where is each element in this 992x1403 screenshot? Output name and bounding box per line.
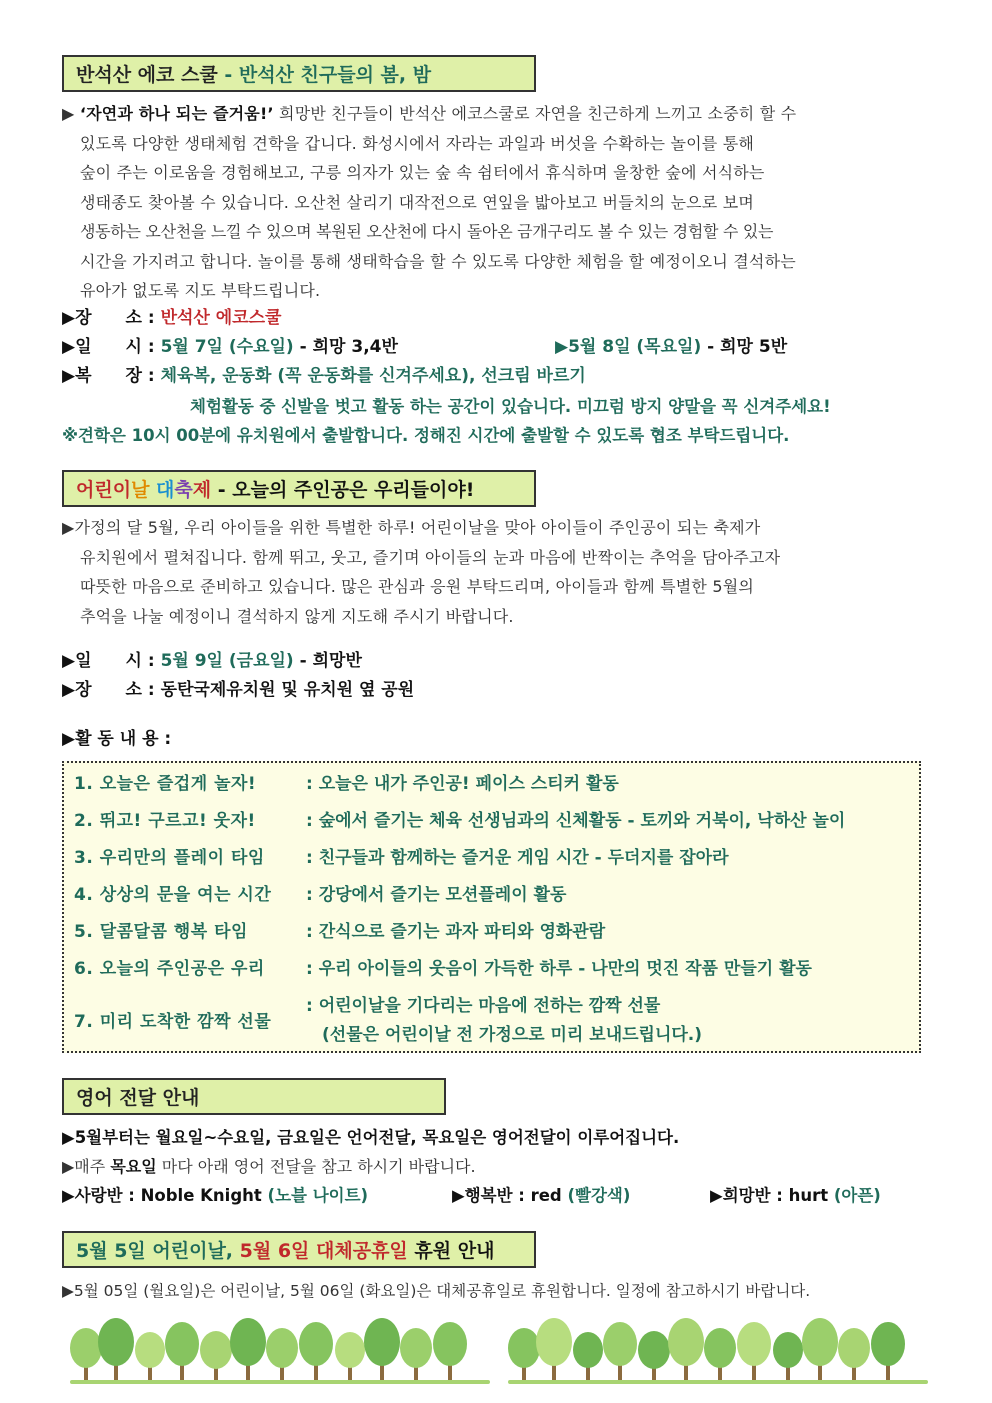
eco-notice: ※견학은 10시 00분에 유치원에서 출발합니다. 정해진 시간에 출발할 수 있도록 협조 부탁드립니다. xyxy=(62,426,790,445)
section-title-english: 영어 전달 안내 xyxy=(62,1078,446,1115)
title-part: 날 xyxy=(131,479,150,501)
activity-name: 1. 오늘은 즐겁게 놀자! xyxy=(74,774,257,794)
eco-date-row-2 xyxy=(555,334,787,361)
eco-school-description xyxy=(62,99,942,306)
date-class-2: - 희망 5반 xyxy=(701,337,788,357)
activity-name: 5. 달콤달콤 행복 타임 xyxy=(74,922,248,942)
english-class-1 xyxy=(62,1182,368,1209)
eco-place-row xyxy=(62,305,281,332)
desc-line: 생동하는 오산천을 느낄 수 있으며 복원된 오산천에 다시 돌아온 금개구리도 볼 수 있는 경험할 수 있는 xyxy=(80,222,774,241)
title-main: 반석산 에코 스쿨 xyxy=(76,64,218,86)
activity-name: 4. 상상의 문을 여는 시간 xyxy=(74,885,272,905)
desc-line: 추억을 나눌 예정이니 결석하지 않게 지도해 주시기 바랍니다. xyxy=(80,606,514,626)
activity-desc: : 숲에서 즐기는 체육 선생님과의 신체활동 - 토끼와 거북이, 낙하산 놀이 xyxy=(306,811,846,831)
title-part: 휴원 안내 xyxy=(407,1240,495,1262)
activity-desc: : 간식으로 즐기는 과자 파티와 영화관람 xyxy=(306,922,606,942)
tree-row-illustration xyxy=(70,1314,490,1386)
title-part: 제 xyxy=(192,479,212,501)
place-value: 반석산 에코스쿨 xyxy=(160,308,282,328)
class-word-ko: (노블 나이트) xyxy=(261,1186,369,1205)
eco-dress-row xyxy=(62,363,586,390)
activity-list xyxy=(62,761,921,1053)
festival-date-row xyxy=(62,648,362,675)
title-rest: - 오늘의 주인공은 우리들이야! xyxy=(211,479,475,501)
desc-line: ▶가정의 달 5월, 우리 아이들을 위한 특별한 하루! 어린이날을 맞아 아이들이 주인공이 되는 축제가 xyxy=(62,518,761,537)
date-class: - 희망반 xyxy=(293,651,362,671)
activity-name: 2. 뛰고! 구르고! 웃자! xyxy=(74,811,256,831)
activity-name: 6. 오늘의 주인공은 우리 xyxy=(74,959,265,979)
class-word-ko: (아픈) xyxy=(828,1186,881,1205)
activity-item xyxy=(74,843,729,868)
activity-item xyxy=(74,917,605,942)
activity-item xyxy=(74,954,812,979)
activity-desc: : 어린이날을 기다리는 마음에 전하는 깜짝 선물 xyxy=(306,996,661,1016)
activity-desc: : 강당에서 즐기는 모션플레이 활동 xyxy=(306,885,567,905)
desc-line: 있도록 다양한 생태체험 견학을 갑니다. 화성시에서 자라는 과일과 버섯을 수확하는 놀이를 통해 xyxy=(80,133,755,153)
class-word: ▶희망반 : hurt xyxy=(710,1186,829,1205)
title-sub: - 반석산 친구들의 봄, 밤 xyxy=(217,64,432,86)
activity-desc: : 오늘은 내가 주인공! 페이스 스티커 활동 xyxy=(306,774,619,794)
english-class-2 xyxy=(452,1182,630,1209)
class-word: ▶사랑반 : Noble Knight xyxy=(62,1186,262,1205)
place-value: 동탄국제유치원 및 유치원 옆 공원 xyxy=(160,680,415,700)
date-value-2: ▶5월 8일 (목요일) xyxy=(555,337,702,357)
place-label: ▶장 소 : xyxy=(62,308,155,328)
tree-icon xyxy=(70,1318,490,1384)
title-part: 대 xyxy=(149,479,175,501)
tree-icon xyxy=(508,1318,928,1384)
date-class-1: - 희망 3,4반 xyxy=(293,337,398,357)
festival-place-row xyxy=(62,677,414,704)
class-word-ko: (빨강색) xyxy=(561,1186,631,1205)
english-class-3 xyxy=(710,1182,881,1209)
text: 마다 아래 영어 전달을 참고 하시기 바랍니다. xyxy=(156,1157,476,1176)
title-part: 5월 5일 어린이날, xyxy=(76,1240,240,1262)
title-part: 5월 6일 대체공휴일 xyxy=(239,1240,408,1262)
section-title-childrens-festival xyxy=(62,470,536,507)
desc-line: 시간을 가지려고 합니다. 놀이를 통해 생태학습을 할 수 있도록 다양한 체험을 할 예정이오니 결석하는 xyxy=(80,251,796,271)
text: ▶매주 xyxy=(62,1157,111,1176)
place-label: ▶장 소 : xyxy=(62,680,155,700)
activity-label: ▶활 동 내 용 : xyxy=(62,729,172,749)
date-value-1: 5월 7일 (수요일) xyxy=(160,337,294,357)
dress-label: ▶복 장 : xyxy=(62,366,155,386)
activity-desc-note: (선물은 어린이날 전 가정으로 미리 보내드립니다.) xyxy=(322,1025,703,1045)
activity-item xyxy=(74,1007,306,1032)
english-line-1: ▶5월부터는 월요일~수요일, 금요일은 언어전달, 목요일은 영어전달이 이루어집니다. xyxy=(62,1128,680,1147)
class-word: ▶행복반 : red xyxy=(452,1186,562,1205)
activity-desc: : 우리 아이들의 웃음이 가득한 하루 - 나만의 멋진 작품 만들기 활동 xyxy=(306,959,812,979)
activity-item xyxy=(74,880,566,905)
eco-dress-note: 체험활동 중 신발을 벗고 활동 하는 공간이 있습니다. 미끄럼 방지 양말을 꼭 신겨주세요! xyxy=(190,397,831,416)
eco-date-row xyxy=(62,334,398,361)
activity-name: 7. 미리 도착한 깜짝 선물 xyxy=(74,1012,272,1032)
activity-item xyxy=(74,806,845,831)
holiday-line: ▶5월 05일 (월요일)은 어린이날, 5월 06일 (화요일)은 대체공휴일로 휴원합니다. 일정에 참고하시기 바랍니다. xyxy=(62,1282,811,1300)
activity-item xyxy=(74,769,619,794)
dress-value: 체육복, 운동화 (꼭 운동화를 신겨주세요), 선크림 바르기 xyxy=(160,366,586,386)
bullet: ▶ xyxy=(62,104,75,123)
tree-row-illustration xyxy=(508,1314,928,1386)
date-label: ▶일 시 : xyxy=(62,651,155,671)
activity-desc: : 친구들과 함께하는 즐거운 게임 시간 - 두더지를 잡아라 xyxy=(306,848,729,868)
desc-line: 유치원에서 펼쳐집니다. 함께 뛰고, 웃고, 즐기며 아이들의 눈과 마음에 반짝이는 추억을 담아주고자 xyxy=(80,547,781,567)
lead-text: ‘자연과 하나 되는 즐거움!’ xyxy=(79,104,274,123)
desc-line: 숲이 주는 이로움을 경험해보고, 구릉 의자가 있는 숲 속 쉼터에서 휴식하며 울창한 숲에 서식하는 xyxy=(80,163,765,182)
title-part: 축 xyxy=(174,479,193,501)
desc-line: 생태종도 찾아볼 수 있습니다. 오산천 살리기 대작전으로 연잎을 밟아보고 버들치의 눈으로 보며 xyxy=(80,192,755,212)
english-line-2 xyxy=(62,1153,476,1180)
desc-line: 희망반 친구들이 반석산 에코스쿨로 자연을 친근하게 느끼고 소중히 할 수 xyxy=(273,104,797,123)
desc-line: 유아가 없도록 지도 부탁드립니다. xyxy=(80,281,321,300)
section-title-eco-school xyxy=(62,55,536,92)
title-part: 어린이 xyxy=(76,479,132,501)
activity-name: 3. 우리만의 플레이 타임 xyxy=(74,848,265,868)
text-emphasis: 목요일 xyxy=(110,1157,157,1176)
desc-line: 따뜻한 마음으로 준비하고 있습니다. 많은 관심과 응원 부탁드리며, 아이들과 함께 특별한 5월의 xyxy=(80,577,755,596)
date-label: ▶일 시 : xyxy=(62,337,155,357)
section-title-holiday xyxy=(62,1231,536,1268)
festival-description xyxy=(62,513,942,631)
date-value: 5월 9일 (금요일) xyxy=(160,651,294,671)
